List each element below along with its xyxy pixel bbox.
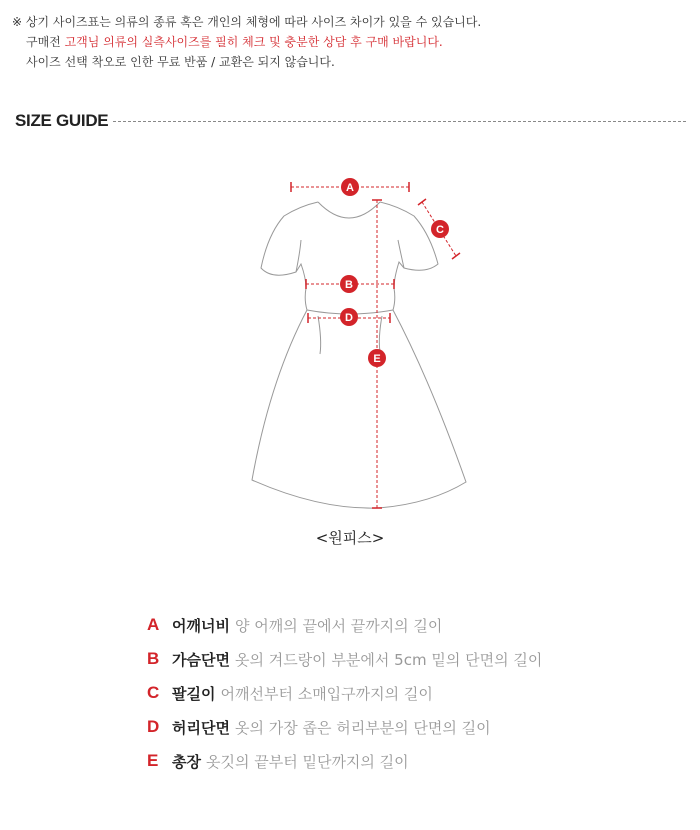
legend-item-d [147,710,542,744]
notice-line-2-prefix: 구매전 [26,35,65,49]
measurement-lines [291,187,456,508]
diagram-caption: <원피스> [315,529,385,547]
marker-d-label: D [345,312,353,324]
legend-term: 총장 [172,752,201,771]
legend-term: 팔길이 [172,684,216,703]
legend-desc: 어깨선부터 소매입구까지의 길이 [220,684,433,703]
legend-term: 어깨너비 [172,616,230,635]
dress-outline [252,202,466,508]
legend-letter: D [147,717,160,736]
dress-diagram [0,160,700,520]
notice-line-2 [12,32,481,52]
legend-item-e [147,744,542,778]
notice-line-1: ※ 상기 사이즈표는 의류의 종류 혹은 개인의 체형에 따라 사이즈 차이가 있을 수 있습니다. [12,15,482,29]
legend-item-c [147,676,542,710]
notice-line-2-highlight: 고객님 의류의 실측사이즈를 필히 체크 및 충분한 상담 후 구매 바랍니다. [64,35,443,49]
marker-e [368,349,386,367]
legend-desc: 옷의 겨드랑이 부분에서 5cm 밑의 단면의 길이 [234,650,543,669]
legend-desc: 옷의 가장 좁은 허리부분의 단면의 길이 [234,718,491,737]
legend-term: 가슴단면 [172,650,230,669]
marker-c [431,220,449,238]
legend-letter: C [147,683,160,702]
legend-term: 허리단면 [172,718,230,737]
marker-a-label: A [346,182,354,194]
size-notice [12,12,481,72]
legend-letter: E [147,751,159,770]
notice-line-3: 사이즈 선택 착오로 인한 무료 반품 / 교환은 되지 않습니다. [26,55,335,69]
marker-b [340,275,358,293]
legend-item-b [147,642,542,676]
legend-item-a [147,608,542,642]
marker-e-label: E [373,353,381,365]
legend-desc: 양 어깨의 끝에서 끝까지의 길이 [234,616,443,635]
measurement-legend [147,608,542,778]
marker-d [340,308,358,326]
section-title: SIZE GUIDE [15,111,109,130]
marker-a [341,178,359,196]
legend-letter: A [147,615,160,634]
section-divider [113,121,686,122]
legend-letter: B [147,649,160,668]
legend-desc: 옷깃의 끝부터 밑단까지의 길이 [205,752,409,771]
marker-c-label: C [436,224,444,236]
marker-b-label: B [345,279,353,291]
